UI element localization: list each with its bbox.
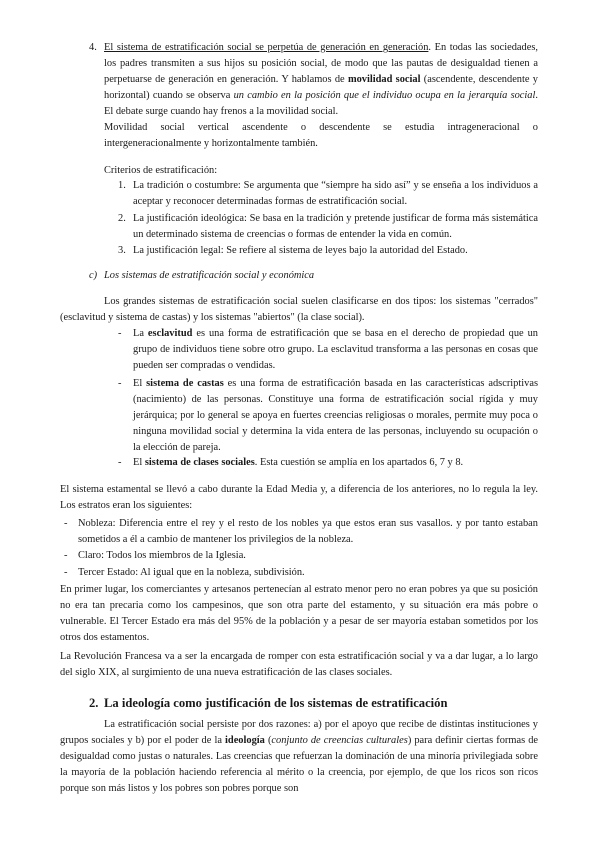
estamental-paragraph-1: En primer lugar, los comerciantes y artesanos pertenecían al estrato menor pero no eran pobres ya que su posición no era tan precaria como los campesinos, que son otra parte del estamento, y su situación era más pobre o vulnerable. El Tercer Estado era más del 95% de la población y a pesar de ser mayoría estaban sometidos por los otros dos estamentos. (60, 584, 538, 644)
estamento-tercer-estado: Tercer Estado: Al igual que en la nobleza, subdivisión. (78, 567, 305, 578)
criterio-1: La tradición o costumbre: Se argumenta que “siempre ha sido así” y se enseña a los individuos a aceptar y reconocer determinadas formas de estratificación social. (133, 180, 538, 208)
section-2-number: 2. (89, 696, 99, 710)
estamental-paragraph-2: La Revolución Francesa va a ser la encargada de romper con esta estratificación social y va a dar lugar, a lo largo del siglo XIX, al surgimiento de una nueva estratificación de las clases sociales. (60, 651, 538, 679)
clases-bullet: El sistema de clases sociales. Esta cuestión se amplía en los apartados 6, 7 y 8. (133, 457, 464, 468)
criterio-2: La justificación ideológica: Se basa en la tradición y pretende justificar de forma más sistemática un determinado sistema de creencias o formas de entender la vida en común. (133, 213, 538, 241)
section-c-letter: c) (89, 270, 98, 281)
esclavitud-bullet: La esclavitud es una forma de estratificación que se basa en el derecho de propiedad que un grupo de individuos tiene sobre otro grupo. La esclavitud transforma a las personas en cosas que pueden ser compradas o vendidas. (133, 328, 538, 372)
estamento-clero: Claro: Todos los miembros de la Iglesia. (78, 550, 246, 561)
movilidad-social-term: movilidad social (347, 74, 421, 86)
section-2-paragraph: La estratificación social persiste por dos razones: a) por el apoyo que recibe de distintas instituciones y grupos sociales y b) por el poder de la ideología (conjunto de creencias culturales) para definir ciertas formas de desigualdad como justas o naturales. Las creencias que refuerzan la dominación de una minoría privilegiada sobre la mayoría de la población haciendo referencia al mérito o la creencia, por ejemplo, de que los ricos son ricos porque son más listos y los pobres son pobres porque son (60, 719, 538, 795)
criterio-3: La justificación legal: Se refiere al sistema de leyes bajo la autoridad del Estado. (133, 245, 468, 256)
section-c-intro: Los grandes sistemas de estratificación social suelen clasificarse en dos tipos: los sistemas "cerrados" (esclavitud y sistema de castas) y los sistemas "abiertos" (la clase social). (60, 296, 538, 324)
item-4-underlined: El sistema de estratificación social se perpetúa de generación en generación (104, 42, 429, 53)
ideologia-term: ideología (225, 735, 265, 747)
castas-bullet: El sistema de castas es una forma de estratificación basada en las características adscriptivas (nacimiento) de las personas. Constituye una forma de estratificación social rígida y muy jerárquica; por lo general se apoya en fuertes creencias religiosas o morales, permite muy poca o ninguna movilidad social y determina la vida entera de las personas, incluyendo su ocupación o la elección de pareja. (133, 378, 538, 454)
estamento-nobleza: Nobleza: Diferencia entre el rey y el resto de los nobles ya que estos eran sus vasallos. y por tanto estaban sometidos a él a cambio de mantener los privilegios de la nobleza. (78, 518, 538, 546)
section-c-title: Los sistemas de estratificación social y económica (104, 270, 315, 281)
item-4-number: 4. (89, 42, 97, 53)
document-page: 4. El sistema de estratificación social se perpetúa de generación en generación. En todas las sociedades, los padres transmiten a sus hijos su posición social, de modo que las pautas de desigualdad tienen a perpetuarse de generación en generación. Y hablamos de movilidad social (ascendente, descendente y horizontal) cuando se observa un cambio en la posición que el individuo ocupa en la jerarquía social. El debate surge cuando hay frenos a la movilidad social. Movilidad social vertical ascendente o descendente se estudia intrageneracional o intergeneracionalmente y horizontalmente también. Criterios de estratificación: 1. La tradición o costumbre: Se argumenta que “siempre ha sido así” y se enseña a los individuos a aceptar y reconocer determinadas formas de estratificación social. 2. La justificación ideológica: Se basa en la tradición y pretende justificar de forma más sistemática un determinado sistema de creencias o formas de entender la vida en común. 3. La justificación legal: Se refiere al sistema de leyes bajo la autoridad del Estado. c) Los sistemas de estratificación social y económica Los grandes sistemas de estratificación social suelen clasificarse en dos tipos: los sistemas "cerrados" (esclavitud y sistema de castas) y los sistemas "abiertos" (la clase social). - La esclavitud es una forma de estratificación que se basa en el derecho de propiedad que un grupo de individuos tiene sobre otro grupo. La esclavitud transforma a las personas en cosas que pueden ser compradas o vendidas. - El sistema de castas es una forma de estratificación basada en las características adscriptivas (nacimiento) de las personas. Constituye una forma de estratificación social rígida y muy jerárquica; por lo general se apoya en fuertes creencias religiosas o morales, permite muy poca o ninguna movilidad social y determina la vida entera de las personas, incluyendo su ocupación o la elección de pareja. - El sistema de clases sociales. Esta cuestión se amplía en los apartados 6, 7 y 8. El sistema estamental se llevó a cabo durante la Edad Media y, a diferencia de los anteriores, no lo regula la ley. Los estratos eran los siguientes: - Nobleza: Diferencia entre el rey y el resto de los nobles ya que estos eran sus vasallos. y por tanto estaban sometidos a él a cambio de mantener los privilegios de la nobleza. - Claro: Todos los miembros de la Iglesia. - Tercer Estado: Al igual que en la nobleza, subdivisión. En primer lugar, los comerciantes y artesanos pertenecían al estrato menor pero no eran pobres ya que su posición no era tan precaria como los campesinos, que son otra parte del estamento, y su situación era más pobre o vulnerable. El Tercer Estado era más del 95% de la población y a pesar de ser mayoría estaban sometidos por los otros dos estamentos. La Revolución Francesa va a ser la encargada de romper con esta estratificación social y va a dar lugar, a lo largo del siglo XIX, al surgimiento de una nueva estratificación de las clases sociales. 2. La ideología como justificación de los sistemas de estratificación La estratificación social persiste por dos razones: a) por el apoyo que recibe de distintas instituciones y grupos sociales y b) por el poder de la ideología (conjunto de creencias culturales) para definir ciertas formas de desigualdad como justas o naturales. Las creencias que refuerzan la dominación de una minoría privilegiada sobre la mayoría de la población haciendo referencia al mérito o la creencia, por ejemplo, de que los ricos son ricos porque son más listos y los pobres son pobres porque son (0, 0, 600, 848)
item-4-paragraph: El sistema de estratificación social se perpetúa de generación en generación. En todas las sociedades, los padres transmiten a sus hijos su posición social, de modo que las pautas de desigualdad tienen a perpetuarse de generación en generación. Y hablamos de movilidad social (ascendente, descendente y horizontal) cuando se observa un cambio en la posición que el individuo ocupa en la jerarquía social. El debate surge cuando hay frenos a la movilidad social. (104, 42, 538, 118)
criterios-title: Criterios de estratificación: (104, 165, 218, 176)
section-2-heading: La ideología como justificación de los sistemas de estratificación (104, 696, 448, 710)
estamental-intro: El sistema estamental se llevó a cabo durante la Edad Media y, a diferencia de los anteriores, no lo regula la ley. Los estratos eran los siguientes: (60, 484, 538, 512)
item-4-extra: Movilidad social vertical ascendente o descendente se estudia intrageneracional o intergeneracionalmente y horizontalmente también. (104, 122, 538, 150)
